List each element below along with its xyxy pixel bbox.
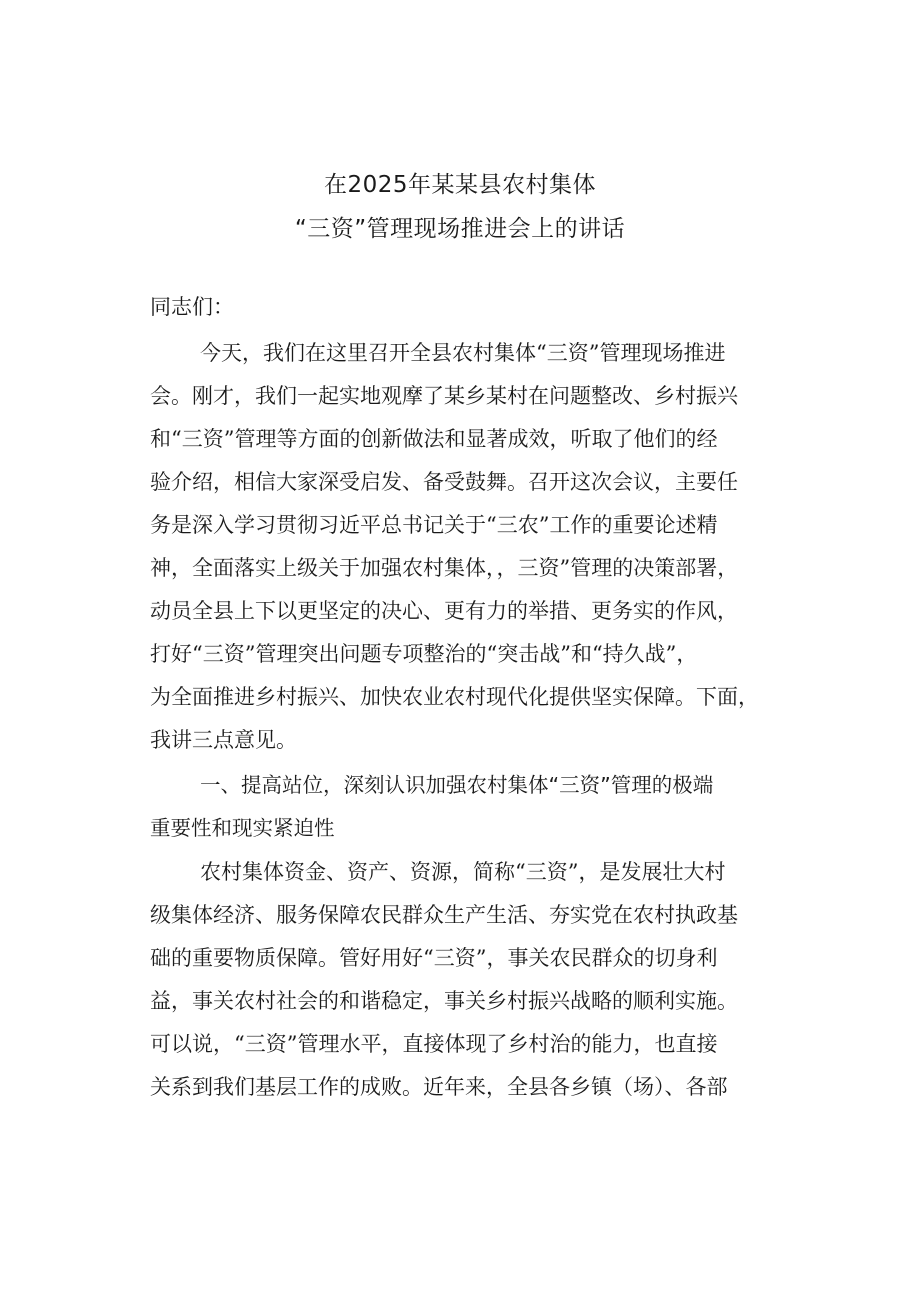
salutation: 同志们：	[150, 295, 234, 319]
intro-line: 动员全县上下以更坚定的决心、更有力的举措、更务实的作风，	[150, 599, 738, 623]
intro-line: 和“三资”管理等方面的创新做法和显著成效，听取了他们的经	[150, 427, 718, 451]
body-line: 础的重要物质保障。管好用好“三资”，事关农民群众的切身利	[150, 946, 718, 970]
document-title-line-2: “三资”管理现场推进会上的讲话	[294, 216, 626, 242]
body-line: 农村集体资金、资产、资源，简称“三资”，是发展壮大村	[200, 860, 726, 884]
section-heading-line: 一、提高站位，深刻认识加强农村集体“三资”管理的极端	[200, 773, 714, 797]
intro-line: 我讲三点意见。	[150, 728, 297, 752]
body-line: 关系到我们基层工作的成败。近年来，全县各乡镇（场）、各部	[150, 1075, 728, 1099]
document-title-line-1: 在2025年某某县农村集体	[323, 172, 597, 198]
section-heading-line: 重要性和现实紧迫性	[150, 816, 335, 840]
body-line: 益，事关农村社会的和谐稳定，事关乡村振兴战略的顺利实施。	[150, 989, 738, 1013]
body-line: 可以说，“三资”管理水平，直接体现了乡村治的能力，也直接	[150, 1032, 718, 1056]
intro-line: 会。刚才，我们一起实地观摩了某乡某村在问题整改、乡村振兴	[150, 384, 738, 408]
body-line: 级集体经济、服务保障农民群众生产生活、夯实党在农村执政基	[150, 903, 738, 927]
intro-line: 为全面推进乡村振兴、加快农业农村现代化提供坚实保障。下面，	[150, 685, 759, 709]
intro-line: 验介绍，相信大家深受启发、备受鼓舞。召开这次会议，主要任	[150, 470, 738, 494]
intro-line: 今天，我们在这里召开全县农村集体“三资”管理现场推进	[200, 341, 726, 365]
intro-line: 打好“三资”管理突出问题专项整治的“突击战”和“持久战”，	[150, 642, 698, 666]
intro-line: 务是深入学习贯彻习近平总书记关于“三农”工作的重要论述精	[150, 513, 718, 537]
intro-line: 神，全面落实上级关于加强农村集体，，三资”管理的决策部署，	[150, 556, 739, 580]
